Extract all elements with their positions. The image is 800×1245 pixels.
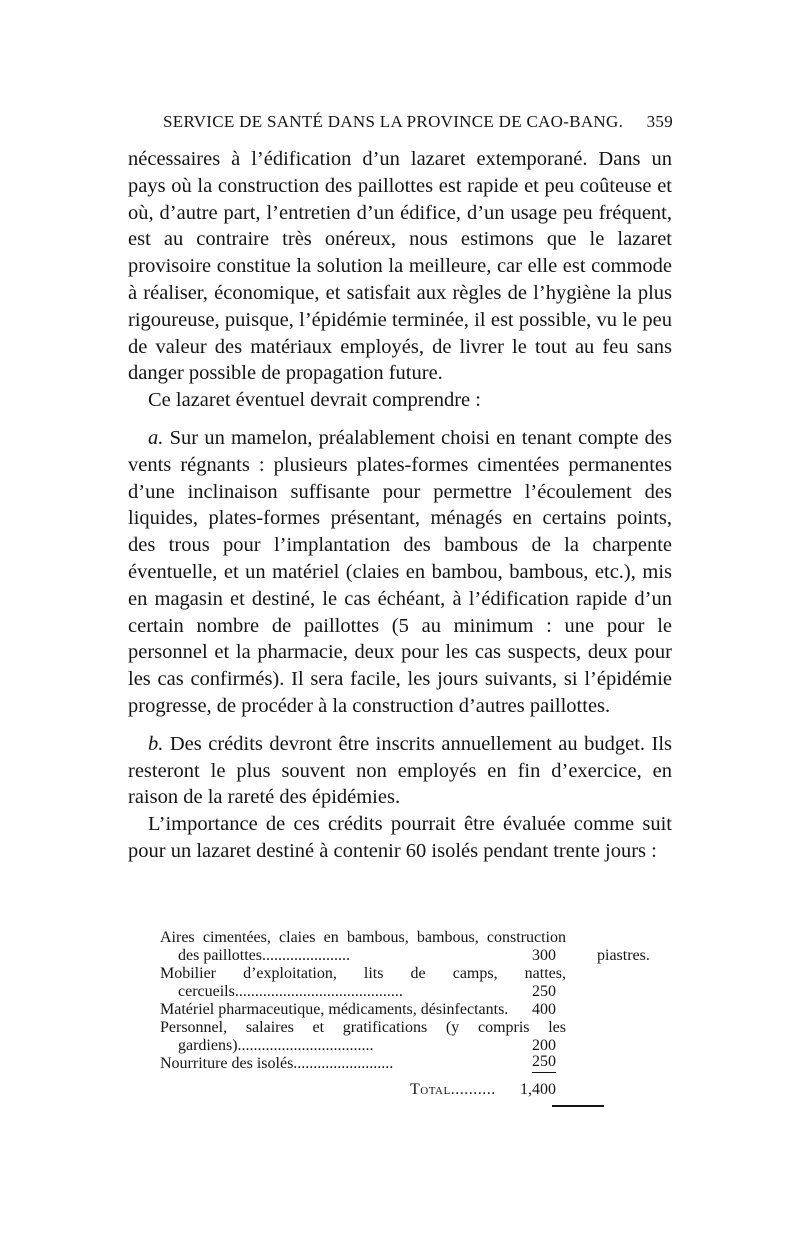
budget-row-amount: 250 [532,983,556,1000]
budget-row-label: Matériel pharmaceutique, médicaments, désinfectants. [160,1001,509,1018]
budget-row-label: Mobilier d’exploitation, lits de camps, nattes, cercueils.......................................... [160,965,566,1000]
budget-row-label: Personnel, salaires et gratifications (y compris les gardiens).................................. [160,1019,566,1054]
budget-row [160,965,672,1001]
budget-row-amount: 400 [532,1001,556,1018]
budget-row-amount: 250 [532,1053,556,1073]
budget-row-label: Nourriture des isolés......................... [160,1055,394,1072]
budget-row [160,1001,672,1019]
budget-row-amount: 200 [532,1037,556,1054]
budget-row-amount: 300 [532,947,556,964]
budget-row [160,929,672,965]
list-item-a [128,425,672,720]
paragraph: Ce lazaret éventuel devrait comprendre : [148,389,481,412]
budget-total-value: 1,400 [520,1081,556,1098]
total-underline [552,1105,604,1107]
budget-row [160,1055,672,1073]
running-title: SERVICE DE SANTÉ DANS LA PROVINCE DE CAO-BANG. [163,112,624,131]
budget-total-label: Total.......... [410,1081,496,1098]
budget-unit: piastres. [597,947,650,964]
budget-row-label: Aires cimentées, claies en bambous, bambous, construction des paillottes...................... [160,929,566,964]
item-text: Sur un mamelon, préalablement choisi en tenant compte des vents régnants : plusieurs plates-formes cimentées permanentes d’une inclinaison suffisante pour permettre l’écoulement des liquides, plates-formes présentant, ménagés en certains points, des trous pour l’implantation des bambous de la charpente éventuelle, et un matériel (claies en bambou, bambous, etc.), mis en magasin et destiné, le cas échéant, à l’édification rapide d’un certain nombre de paillottes (5 au minimum : une pour le personnel et la pharmacie, deux pour les cas suspects, deux pour les cas confirmés). Il sera facile, les jours suivants, si l’épidémie progresse, de procéder à la construction d’autres paillottes. [128,426,673,717]
budget-table [160,929,672,1103]
budget-row [160,1019,672,1055]
paragraph: nécessaires à l’édification d’un lazaret extemporané. Dans un pays où la construction des paillottes est rapide et peu coûteuse et où, d’autre part, l’entretien d’un édifice, d’un usage peu fréquent, est au contraire très onéreux, nous estimons que le lazaret provisoire constitue la solution la meilleure, car elle est commode à réaliser, économique, et satisfait aux règles de l’hygiène la plus rigoureuse, puisque, l’épidémie terminée, il est possible, vu le peu de valeur des matériaux employés, de livrer le tout au feu sans danger possible de propagation future. [128,148,672,385]
running-header [163,112,673,136]
budget-total-row [160,1081,672,1103]
body-text [128,146,672,865]
item-letter: a. [148,426,164,449]
item-letter: b. [148,732,164,755]
page-number: 359 [646,112,673,131]
paragraph: L’importance de ces crédits pourrait être évaluée comme suit pour un lazaret destiné à contenir 60 isolés pendant trente jours : [128,813,672,862]
list-item-b [128,731,672,811]
item-text: Des crédits devront être inscrits annuellement au budget. Ils resteront le plus souvent non employés en fin d’exercice, en raison de la rareté des épidémies. [128,732,672,809]
